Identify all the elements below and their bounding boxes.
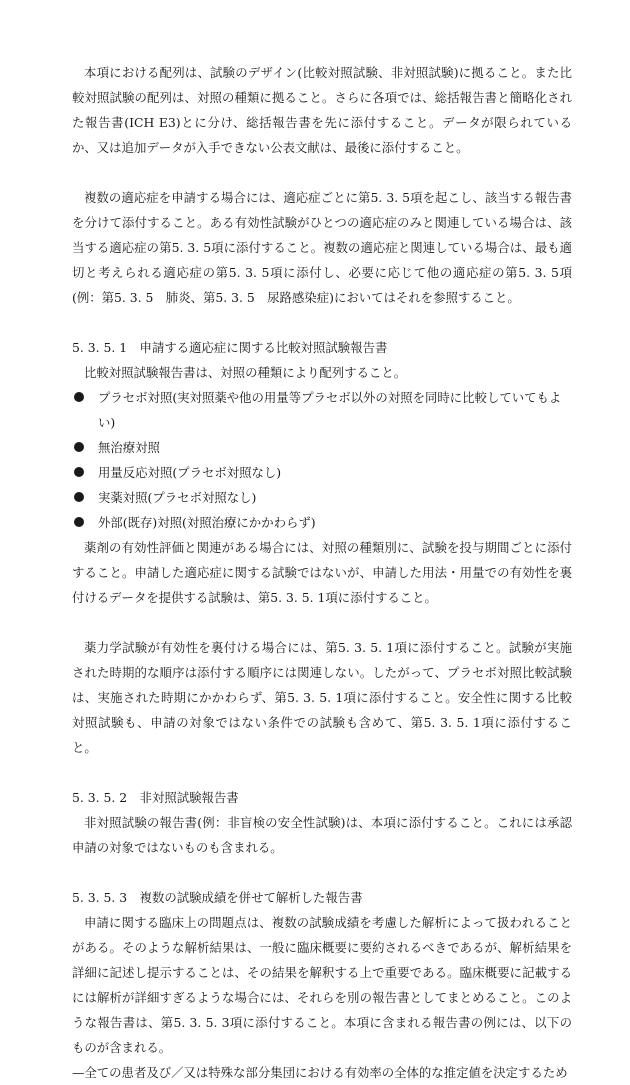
section-heading-5353: 5. 3. 5. 3 複数の試験成績を併せて解析した報告書 [72,890,363,905]
list-item-text: プラセボ対照(実対照薬や他の用量等プラセボ以外の対照を同時に比較していてもよい) [98,390,562,430]
paragraph-multiple-indications: 複数の適応症を申請する場合には、適応症ごとに第5. 3. 5項を起こし、該当する報告書を分けて添付すること。ある有効性試験がひとつの適応症のみと関連している場合は、該当する適応症の第5. 3. 5項に添付すること。複数の適応症と関連している場合は、最も適切と考えられる適応症の第5. 3. 5項に添付し、必要に応じて他の適応症の第5. 3. 5項(例：第5. 3. 5 肺炎、第5. 3. 5 尿路感染症)においてはそれを参照すること。 [72,190,572,305]
section-5353-text: 申請に関する臨床上の問題点は、複数の試験成績を考慮した解析によって扱われることがある。そのような解析結果は、一般に臨床概要に要約されるべきであるが、解析結果を詳細に記述し提示することは、その結果を解釈する上で重要である。臨床概要に記載するには解析が詳細すぎるような場合には、それらを別の報告書としてまとめること。このような報告書は、第5. 3. 5. 3項に添付すること。本項に含まれる報告書の例には、以下のものが含まれる。 [72,915,572,1055]
bullet-icon [72,510,98,535]
list-item [72,485,572,510]
spacer [72,760,572,785]
list-item [72,510,572,535]
list-item-text: 外部(既存)対照(対照治療にかかわらず) [98,515,316,530]
list-item-text: 無治療対照 [98,440,160,455]
spacer [72,310,572,335]
paragraph-efficacy-evaluation: 薬剤の有効性評価と関連がある場合には、対照の種類別に、試験を投与期間ごとに添付すること。申請した適応症に関する試験ではないが、申請した用法・用量での有効性を裏付けるデータを提供する試験は、第5. 3. 5. 1項に添付すること。 [72,540,572,605]
bullet-icon [72,385,98,435]
section-heading-5352: 5. 3. 5. 2 非対照試験報告書 [72,790,239,805]
paragraph-pharmacodynamics: 薬力学試験が有効性を裏付ける場合には、第5. 3. 5. 1項に添付すること。試験が実施された時期的な順序は添付する順序には関連しない。したがって、プラセボ対照比較試験は、実施された時期にかかわらず、第5. 3. 5. 1項に添付すること。安全性に関する比較対照試験も、申請の対象ではない条件での試験も含めて、第5. 3. 5. 1項に添付すること。 [72,640,572,755]
bullet-icon [72,435,98,460]
spacer [72,610,572,635]
list-item-text: 実薬対照(プラセボ対照なし) [98,490,257,505]
paragraph-arrangement: 本項における配列は、試験のデザイン(比較対照試験、非対照試験)に拠ること。また比較対照試験の配列は、対照の種類に拠ること。さらに各項では、総括報告書と簡略化された報告書(ICH E3)とに分け、総括報告書を先に添付すること。データが限られているか、又は追加データが入手できない公表文献は、最後に添付すること。 [72,65,572,155]
section-5352-text: 非対照試験の報告書(例：非盲検の安全性試験)は、本項に添付すること。これには承認申請の対象ではないものも含まれる。 [72,815,572,855]
list-item [72,460,572,485]
section-5351-intro: 比較対照試験報告書は、対照の種類により配列すること。 [84,365,407,380]
section-5353-dash-line: —全ての患者及び／又は特殊な部分集団における有効率の全体的な推定値を決定するため [72,1065,568,1080]
bullet-icon [72,485,98,510]
section-heading-5351: 5. 3. 5. 1 申請する適応症に関する比較対照試験報告書 [72,340,388,355]
bullet-icon [72,460,98,485]
list-item [72,385,572,435]
list-item-text: 用量反応対照(プラセボ対照なし) [98,465,282,480]
spacer [72,160,572,185]
list-item [72,435,572,460]
document-body [72,60,572,1085]
spacer [72,860,572,885]
